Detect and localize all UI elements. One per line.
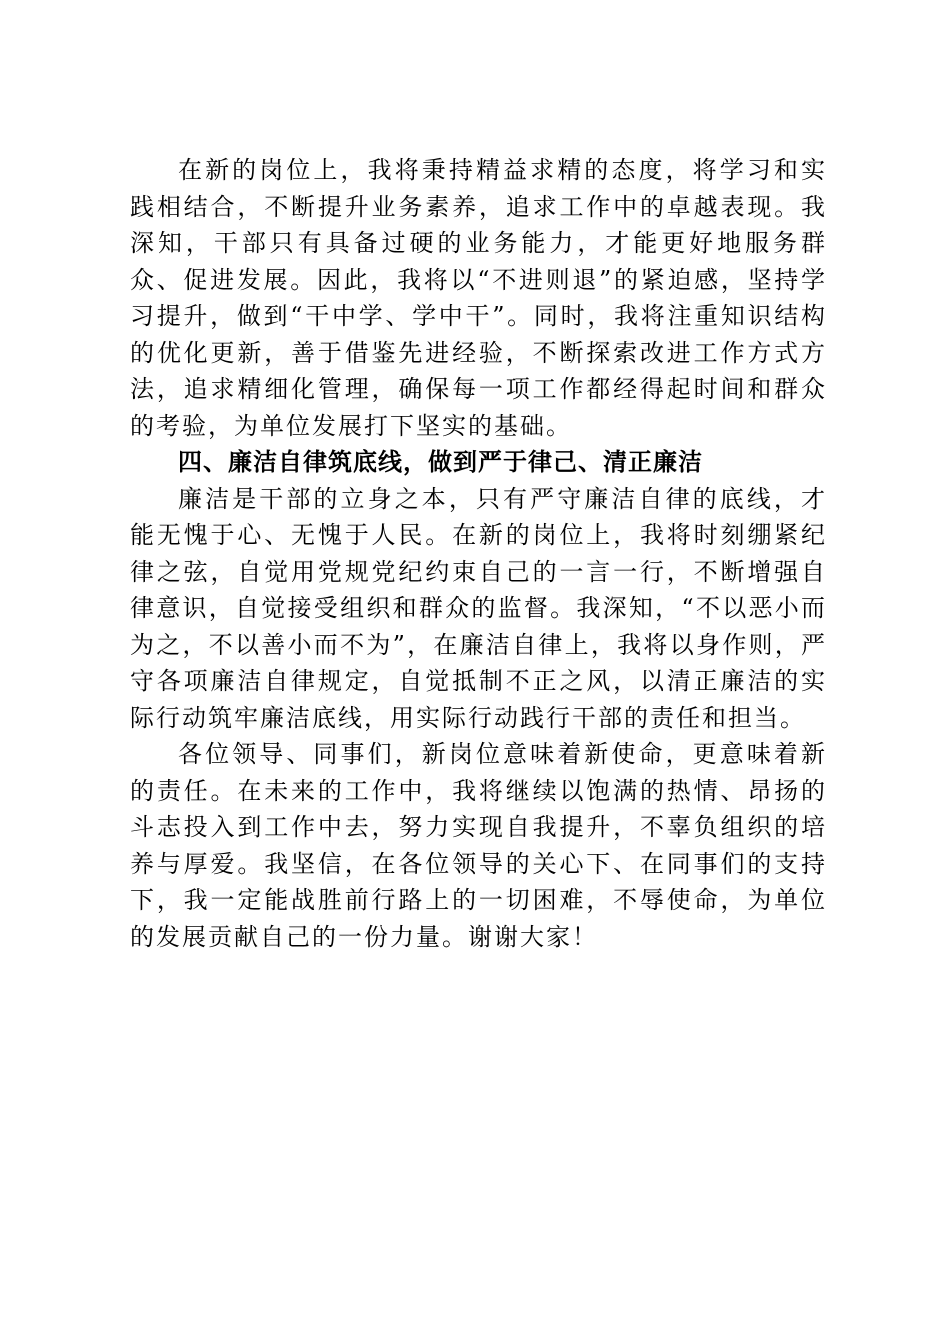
paragraph-learning-improvement: 在新的岗位上，我将秉持精益求精的态度，将学习和实践相结合，不断提升业务素养，追求工作中的卓越表现。我深知，干部只有具备过硬的业务能力，才能更好地服务群众、促进发展。因此，我将以“不进则退”的紧迫感，坚持学习提升，做到“干中学、学中干”。同时，我将注重知识结构的优化更新，善于借鉴先进经验，不断探索改进工作方式方法，追求精细化管理，确保每一项工作都经得起时间和群众的考验，为单位发展打下坚实的基础。 [130, 156, 827, 440]
document-body [130, 152, 827, 955]
paragraph-closing: 各位领导、同事们，新岗位意味着新使命，更意味着新的责任。在未来的工作中，我将继续以饱满的热情、昂扬的斗志投入到工作中去，努力实现自我提升，不辜负组织的培养与厚爱。我坚信，在各位领导的关心下、在同事们的支持下，我一定能战胜前行路上的一切困难，不辱使命，为单位的发展贡献自己的一份力量。谢谢大家！ [130, 740, 827, 951]
paragraph-integrity: 廉洁是干部的立身之本，只有严守廉洁自律的底线，才能无愧于心、无愧于人民。在新的岗位上，我将时刻绷紧纪律之弦，自觉用党规党纪约束自己的一言一行，不断增强自律意识，自觉接受组织和群众的监督。我深知，“不以恶小而为之，不以善小而不为”，在廉洁自律上，我将以身作则，严守各项廉洁自律规定，自觉抵制不正之风，以清正廉洁的实际行动筑牢廉洁底线，用实际行动践行干部的责任和担当。 [130, 484, 827, 732]
section-heading-integrity: 四、廉洁自律筑底线，做到严于律己、清正廉洁 [178, 448, 703, 476]
